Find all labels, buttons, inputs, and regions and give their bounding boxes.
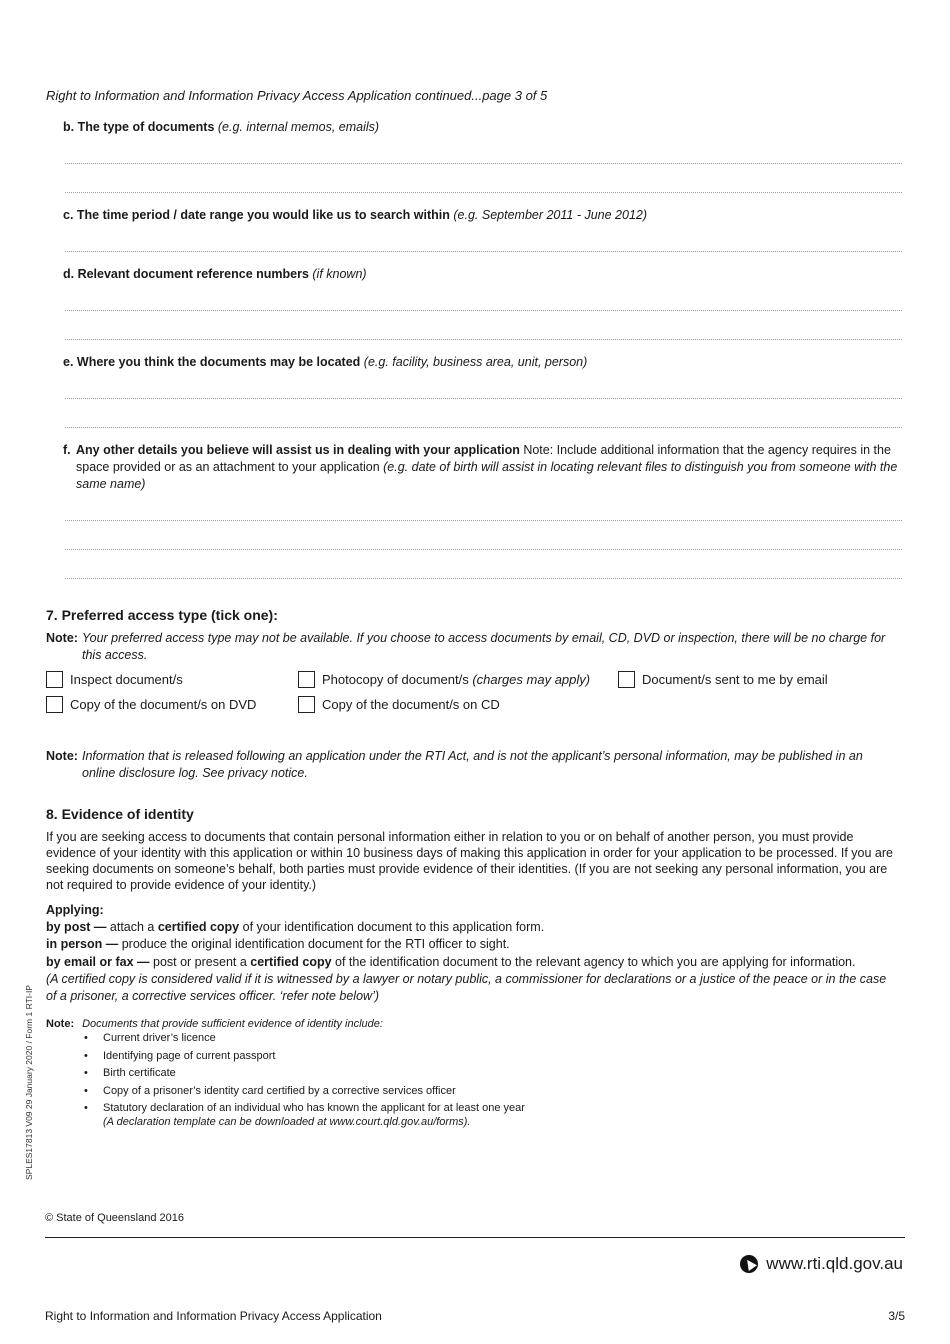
answer-line-d2[interactable]: [65, 339, 902, 340]
checkbox-inspect[interactable]: [46, 671, 63, 688]
option-photocopy[interactable]: [298, 671, 590, 688]
option-email[interactable]: [618, 671, 828, 688]
footer-divider: [45, 1237, 905, 1238]
option-dvd[interactable]: [46, 696, 256, 713]
section-7-title: 7. Preferred access type (tick one):: [46, 607, 278, 623]
apply-post-pre: attach a: [106, 920, 158, 934]
question-c-label: c. The time period / date range you would like us to search within: [63, 208, 450, 222]
answer-line-d1[interactable]: [65, 310, 902, 311]
website-link[interactable]: [740, 1254, 903, 1274]
identity-paragraph: If you are seeking access to documents that contain personal information either in relation to you or on behalf of another person, you must provide evidence of your identity with this application or within 10 business days of making this application in order for your application to be processed. If you are seeking documents on someone’s behalf, both parties must provide evidence of their identities. (If you are not seeking any personal information, you are not required to provide evidence of your identity.): [46, 830, 893, 892]
option-cd[interactable]: [298, 696, 500, 713]
question-b-hint: (e.g. internal memos, emails): [217, 120, 380, 134]
answer-line-f1[interactable]: [65, 520, 902, 521]
website-url[interactable]: www.rti.qld.gov.au: [766, 1254, 903, 1273]
list-item: [84, 1102, 525, 1129]
checkbox-photocopy[interactable]: [298, 671, 315, 688]
question-e: [63, 354, 587, 371]
answer-line-f3[interactable]: [65, 578, 902, 579]
section-7-note: [46, 630, 901, 664]
apply-email-bold: certified copy: [250, 955, 332, 969]
checkbox-cd[interactable]: [298, 696, 315, 713]
release-note: [46, 748, 901, 784]
certified-copy-note: (A certified copy is considered valid if it is witnessed by a lawyer or notary public, a commissioner for declarations or a justice of the peace or in the case of a prisoner, a corrective services officer. ‘refer note below’): [46, 972, 887, 1003]
declaration-template-note: (A declaration template can be downloaded at www.court.qld.gov.au/forms).: [103, 1115, 471, 1128]
question-c: [63, 207, 647, 224]
list-item: • Identifying page of current passport: [84, 1050, 525, 1064]
question-f: [63, 442, 908, 493]
answer-line-c1[interactable]: [65, 251, 902, 252]
list-item: • Copy of a prisoner’s identity card certified by a corrective services officer: [84, 1085, 525, 1099]
option-inspect-label: Inspect document/s: [70, 672, 183, 687]
apply-email-pre: post or present a: [149, 955, 251, 969]
apply-by-post: [46, 919, 544, 936]
question-f-hint: (e.g. date of birth will assist in locating relevant files to distinguish you from someone with the same name): [76, 460, 898, 491]
footer-title: Right to Information and Information Privacy Access Application: [45, 1309, 382, 1323]
question-e-label: e. Where you think the documents may be located: [63, 355, 361, 369]
apply-post-label: by post —: [46, 920, 107, 934]
question-d: [63, 266, 367, 283]
list-item: • Current driver’s licence: [84, 1032, 525, 1046]
option-email-label: Document/s sent to me by email: [642, 672, 828, 687]
answer-line-b1[interactable]: [65, 163, 902, 164]
answer-line-b2[interactable]: [65, 192, 902, 193]
question-f-note: Note: Include additional information that the agency requires in the space provided or as an attachment to your application: [76, 443, 891, 474]
release-note-label: Note:: [46, 749, 78, 763]
list-item: • Birth certificate: [84, 1067, 525, 1081]
applying-label: Applying:: [46, 903, 104, 917]
question-c-hint: (e.g. September 2011 - June 2012): [453, 208, 648, 222]
checkbox-email[interactable]: [618, 671, 635, 688]
answer-line-e2[interactable]: [65, 427, 902, 428]
option-inspect[interactable]: [46, 671, 183, 688]
apply-email-label: by email or fax —: [46, 955, 150, 969]
checkbox-dvd[interactable]: [46, 696, 63, 713]
apply-email-text: of the identification document to the relevant agency to which you are applying for information.: [331, 955, 856, 969]
note-text: Your preferred access type may not be available. If you choose to access documents by email, CD, DVD or inspection, there will be no charge for this access.: [82, 631, 886, 662]
question-b: [63, 119, 379, 136]
apply-person-text: produce the original identification document for the RTI officer to sight.: [118, 937, 510, 951]
question-f-marker: f.: [63, 443, 71, 457]
documents-list: [84, 1032, 525, 1133]
apply-post-bold: certified copy: [157, 920, 240, 934]
answer-line-e1[interactable]: [65, 398, 902, 399]
question-d-label: d. Relevant document reference numbers: [63, 267, 309, 281]
apply-post-text: of your identification document to this application form.: [239, 920, 545, 934]
documents-note-label: Note:: [46, 1018, 75, 1030]
copyright: © State of Queensland 2016: [45, 1212, 184, 1224]
option-dvd-label: Copy of the document/s on DVD: [70, 697, 257, 712]
apply-in-person: [46, 936, 510, 953]
option-photocopy-note: (charges may apply): [472, 672, 591, 687]
documents-note-text: Documents that provide sufficient evidence of identity include:: [82, 1018, 383, 1030]
question-e-hint: (e.g. facility, business area, unit, person): [363, 355, 588, 369]
apply-by-email: [46, 954, 855, 971]
question-f-label: Any other details you believe will assist us in dealing with your application: [76, 443, 520, 457]
documents-note: [46, 1018, 383, 1030]
question-b-label: b. The type of documents: [63, 120, 215, 134]
release-note-text: Information that is released following an application under the RTI Act, and is not the applicant’s personal information, may be published in an online disclosure log. See privacy notice.: [82, 749, 863, 780]
page-number: 3/5: [888, 1309, 905, 1323]
form-reference: SPLES17813 V09 29 January 2020 / Form 1 RTI-IP: [24, 985, 34, 1180]
list-item-text: Statutory declaration of an individual who has known the applicant for at least one year: [103, 1102, 525, 1114]
cursor-icon: [740, 1255, 758, 1273]
option-photocopy-label: Photocopy of document/s: [322, 672, 469, 687]
question-d-hint: (if known): [312, 267, 367, 281]
section-8-title: 8. Evidence of identity: [46, 806, 194, 822]
apply-person-label: in person —: [46, 937, 119, 951]
answer-line-f2[interactable]: [65, 549, 902, 550]
page-header: Right to Information and Information Privacy Access Application continued...page 3 of 5: [46, 88, 548, 103]
note-label: Note:: [46, 631, 78, 645]
option-cd-label: Copy of the document/s on CD: [322, 697, 500, 712]
